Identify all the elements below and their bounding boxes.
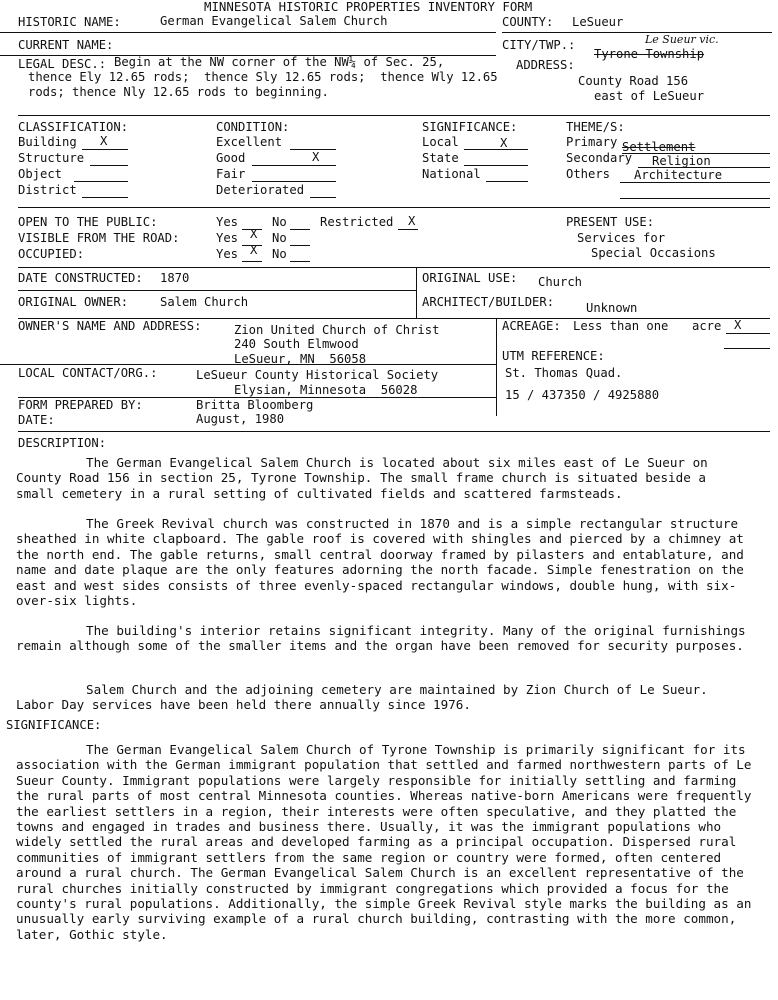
acreage-label: ACREAGE: [502,319,561,333]
rule [18,207,770,208]
open-to-public-label: OPEN TO THE PUBLIC: [18,215,158,229]
blank [252,181,336,182]
original-use-label: ORIGINAL USE: [422,271,518,285]
significance-level-label: SIGNIFICANCE: [422,120,518,134]
local-contact-label: LOCAL CONTACT/ORG.: [18,366,158,380]
date-constructed-label: DATE CONSTRUCTED: [18,271,143,285]
occupied-yes: Yes [216,247,239,261]
condition-mark: X [312,150,320,164]
city-handwritten: Le Sueur vic. [645,33,719,46]
original-owner-value: Salem Church [160,295,249,309]
address-line1: County Road 156 [578,74,689,88]
original-owner-label: ORIGINAL OWNER: [18,295,129,309]
blank [310,197,336,198]
prepared-by-value: Britta Bloomberg [196,398,314,412]
form-title: MINNESOTA HISTORIC PROPERTIES INVENTORY FORM [204,0,533,14]
legal-desc-line2: thence Ely 12.65 rods; thence Sly 12.65 rods; thence Wly 12.65 [28,70,498,84]
significance-state: State [422,151,459,165]
utm-quad: St. Thomas Quad. [505,366,623,380]
acreage-acre-label: acre [692,319,722,333]
blank [464,149,528,150]
blank [252,165,336,166]
themes-label: THEME/S: [566,120,625,134]
county-value: LeSueur [572,15,624,29]
visible-no: No [272,231,287,245]
owner-line2: 240 South Elmwood [234,337,359,351]
acreage-value: Less than one [573,319,669,333]
condition-fair: Fair [216,167,246,181]
rule [502,32,772,33]
visible-yes-mark: X [250,227,258,241]
blank [726,333,770,334]
theme-secondary-label: Secondary [566,151,633,165]
open-no: No [272,215,287,229]
blank [486,181,528,182]
historic-name-value: German Evangelical Salem Church [160,14,388,28]
owner-line1: Zion United Church of Christ [234,323,440,337]
blank [290,245,310,246]
local-contact-line1: LeSueur County Historical Society [196,368,439,382]
date-label: DATE: [18,413,55,427]
blank [464,165,528,166]
original-use-value: Church [538,275,583,289]
divider [416,268,417,318]
theme-secondary-value: Religion [652,154,711,168]
classification-object: Object [18,167,63,181]
rule [18,431,770,432]
classification-building: Building [18,135,77,149]
present-use-label: PRESENT USE: [566,215,655,229]
owner-label: OWNER'S NAME AND ADDRESS: [18,319,202,333]
address-line2: east of LeSueur [594,89,705,103]
blank [74,181,128,182]
blank [620,198,770,199]
description-paragraph: The German Evangelical Salem Church is located about six miles east of Le Sueur on County Road 156 in section 25, Tyrone Township. The small frame church is situated beside a small cemetery in a rural setting of cultivated fields and scattered farmsteads. [16,455,708,501]
blank [290,229,310,230]
description-paragraph: The Greek Revival church was constructed in 1870 and is a simple rectangular structure sheathed in white clapboard. The gable roof is covered with shingles and pierced by a chimney at the north end. The gable returns, small central doorway framed by pilasters and entablature, and name and date plaque are the only features adorning the north facade. Simple fenestration on the east and west sides consists of three evenly-spaced rectangular windows, double hung, with six-over-six lights. [16,516,744,609]
utm-label: UTM REFERENCE: [502,349,605,363]
theme-primary-label: Primary [566,135,618,149]
open-restricted-mark: X [408,214,416,228]
blank [82,149,128,150]
classification-structure: Structure [18,151,85,165]
classification-label: CLASSIFICATION: [18,120,129,134]
blank [620,182,770,183]
blank [290,261,310,262]
description-paragraph: Salem Church and the adjoining cemetery are maintained by Zion Church of Le Sueur. Labor Day services have been held there annually since 1976. [16,682,708,713]
visible-yes: Yes [216,231,239,245]
significance-mark: X [500,136,508,150]
condition-excellent: Excellent [216,135,283,149]
theme-others-value: Architecture [634,168,723,182]
description-label: DESCRIPTION: [18,436,107,450]
current-name-label: CURRENT NAME: [18,38,114,52]
legal-desc-line1: Begin at the NW corner of the NW¼ of Sec. 25, [114,55,445,69]
significance-paragraph: The German Evangelical Salem Church of Tyrone Township is primarily significant for its association with the German immigrant population that settled and farmed northwestern parts of Le Sueur County. Immigrant populations were largely responsible for initially settling and farming the rural parts of most central Minnesota counties. Whereas native-born Americans were frequently the earliest settlers in a region, their interests were often speculative, and they platted the towns and engaged in trades and business there. Usually, it was the immigrant populations who widely settled the rural areas and developed farming as a principal occupation. Dispersed rural communities of immigrant settlers from the same region or country were formed, often centered around a rural church. The German Evangelical Salem Church is an excellent representative of the rural churches initially constructed by immigrant congregations which provided a focus for the county's rural populations. Additionally, the simple Greek Revival style marks the building as an unusually early surviving example of a rural church building, contrasting with the more common, later, Gothic style. [16,742,752,942]
occupied-label: OCCUPIED: [18,247,85,261]
legal-desc-line3: rods; thence Nly 12.65 rods to beginning. [28,85,329,99]
utm-coords: 15 / 437350 / 4925880 [505,388,660,402]
condition-good: Good [216,151,246,165]
significance-label: SIGNIFICANCE: [6,718,102,732]
occupied-no: No [272,247,287,261]
description-paragraph: The building's interior retains significant integrity. Many of the original furnishings remain although some of the smaller items and the organ have been removed for security purposes. [16,623,746,654]
county-label: COUNTY: [502,15,554,29]
significance-national: National [422,167,481,181]
blank [82,197,128,198]
occupied-yes-mark: X [250,243,258,257]
city-label: CITY/TWP.: [502,38,576,52]
prepared-by-label: FORM PREPARED BY: [18,398,143,412]
address-label: ADDRESS: [516,58,575,72]
present-use-line1: Services for [577,231,666,245]
local-contact-line2: Elysian, Minnesota 56028 [234,383,418,397]
rule [0,364,496,365]
city-struck-value: Tyrone Township [594,47,705,61]
date-constructed-value: 1870 [160,271,190,285]
rule [18,290,416,291]
significance-local: Local [422,135,459,149]
open-yes: Yes [216,215,239,229]
condition-label: CONDITION: [216,120,290,134]
blank [90,165,128,166]
divider [496,318,497,416]
architect-value: Unknown [586,301,638,315]
rule [18,115,770,116]
rule [18,267,770,268]
classification-district: District [18,183,77,197]
blank [724,348,770,349]
blank [242,261,262,262]
theme-others-label: Others [566,167,611,181]
date-value: August, 1980 [196,412,285,426]
visible-from-road-label: VISIBLE FROM THE ROAD: [18,231,180,245]
blank [398,229,418,230]
rule [0,32,496,33]
owner-line3: LeSueur, MN 56058 [234,352,367,366]
historic-name-label: HISTORIC NAME: [18,15,121,29]
acreage-mark: X [734,318,742,332]
present-use-line2: Special Occasions [591,246,716,260]
theme-primary-value: Settlement [622,140,696,154]
open-restricted: Restricted [320,215,394,229]
condition-deteriorated: Deteriorated [216,183,305,197]
classification-mark: X [100,134,108,148]
legal-desc-label: LEGAL DESC.: [18,57,107,71]
architect-label: ARCHITECT/BUILDER: [422,295,555,309]
